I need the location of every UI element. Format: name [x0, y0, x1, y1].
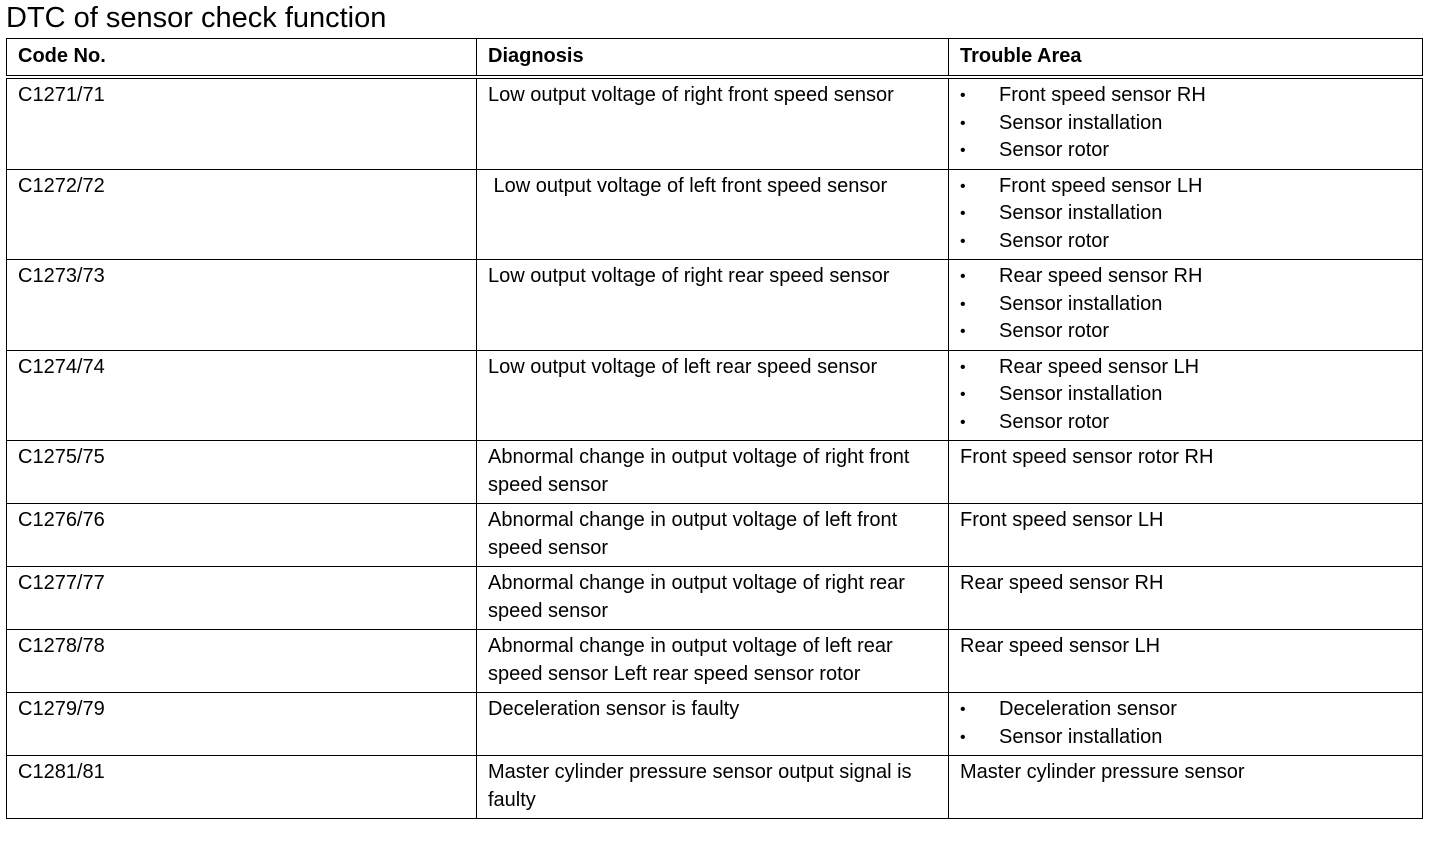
trouble-area-cell — [949, 260, 1423, 351]
code-cell: C1278/78 — [7, 630, 477, 693]
table-row — [7, 77, 1423, 169]
diagnosis-cell: Abnormal change in output voltage of left rear speed sensor Left rear speed sensor rotor — [477, 630, 949, 693]
diagnosis-cell: Abnormal change in output voltage of right rear speed sensor — [477, 567, 949, 630]
trouble-area-item: • Front speed sensor RH — [960, 82, 1412, 110]
code-cell: C1275/75 — [7, 441, 477, 504]
diagnosis-cell: Low output voltage of left rear speed sensor — [477, 350, 949, 441]
trouble-area-list — [960, 263, 1412, 346]
trouble-area-item: • Sensor installation — [960, 724, 1412, 752]
header-trouble-area: Trouble Area — [949, 39, 1423, 78]
trouble-area-item: • Rear speed sensor LH — [960, 354, 1412, 382]
trouble-area-item: • Front speed sensor LH — [960, 173, 1412, 201]
diagnosis-cell: Low output voltage of right rear speed sensor — [477, 260, 949, 351]
table-row — [7, 693, 1423, 756]
trouble-area-cell — [949, 169, 1423, 260]
diagnosis-cell: Low output voltage of left front speed sensor — [477, 169, 949, 260]
table-row — [7, 441, 1423, 504]
diagnosis-cell: Master cylinder pressure sensor output signal is faulty — [477, 756, 949, 819]
trouble-area-list — [960, 82, 1412, 165]
table-row — [7, 350, 1423, 441]
code-cell: C1274/74 — [7, 350, 477, 441]
trouble-area-list — [960, 173, 1412, 256]
trouble-area-item: • Sensor installation — [960, 110, 1412, 138]
trouble-area-cell: Rear speed sensor RH — [949, 567, 1423, 630]
table-row — [7, 630, 1423, 693]
header-code: Code No. — [7, 39, 477, 78]
trouble-area-item: • Sensor rotor — [960, 409, 1412, 437]
page-title: DTC of sensor check function — [6, 2, 387, 34]
trouble-area-cell: Master cylinder pressure sensor — [949, 756, 1423, 819]
code-cell: C1279/79 — [7, 693, 477, 756]
trouble-area-item: • Sensor installation — [960, 291, 1412, 319]
trouble-area-item: • Sensor installation — [960, 381, 1412, 409]
table-row — [7, 756, 1423, 819]
trouble-area-cell — [949, 77, 1423, 169]
trouble-area-cell: Front speed sensor rotor RH — [949, 441, 1423, 504]
trouble-area-cell — [949, 350, 1423, 441]
trouble-area-list — [960, 696, 1412, 751]
trouble-area-item: • Deceleration sensor — [960, 696, 1412, 724]
trouble-area-list — [960, 354, 1412, 437]
trouble-area-item: • Sensor rotor — [960, 137, 1412, 165]
code-cell: C1277/77 — [7, 567, 477, 630]
code-cell: C1272/72 — [7, 169, 477, 260]
table-header-row — [7, 39, 1423, 78]
table-row — [7, 504, 1423, 567]
trouble-area-item: • Sensor installation — [960, 200, 1412, 228]
table-row — [7, 169, 1423, 260]
table-row — [7, 260, 1423, 351]
diagnosis-cell: Abnormal change in output voltage of right front speed sensor — [477, 441, 949, 504]
diagnosis-cell: Low output voltage of right front speed sensor — [477, 77, 949, 169]
code-cell: C1276/76 — [7, 504, 477, 567]
trouble-area-cell: Front speed sensor LH — [949, 504, 1423, 567]
trouble-area-cell: Rear speed sensor LH — [949, 630, 1423, 693]
code-cell: C1281/81 — [7, 756, 477, 819]
dtc-table — [6, 38, 1423, 819]
trouble-area-item: • Rear speed sensor RH — [960, 263, 1412, 291]
table-row — [7, 567, 1423, 630]
trouble-area-item: • Sensor rotor — [960, 228, 1412, 256]
diagnosis-cell: Abnormal change in output voltage of left front speed sensor — [477, 504, 949, 567]
code-cell: C1271/71 — [7, 77, 477, 169]
diagnosis-cell: Deceleration sensor is faulty — [477, 693, 949, 756]
trouble-area-item: • Sensor rotor — [960, 318, 1412, 346]
header-diagnosis: Diagnosis — [477, 39, 949, 78]
trouble-area-cell — [949, 693, 1423, 756]
code-cell: C1273/73 — [7, 260, 477, 351]
